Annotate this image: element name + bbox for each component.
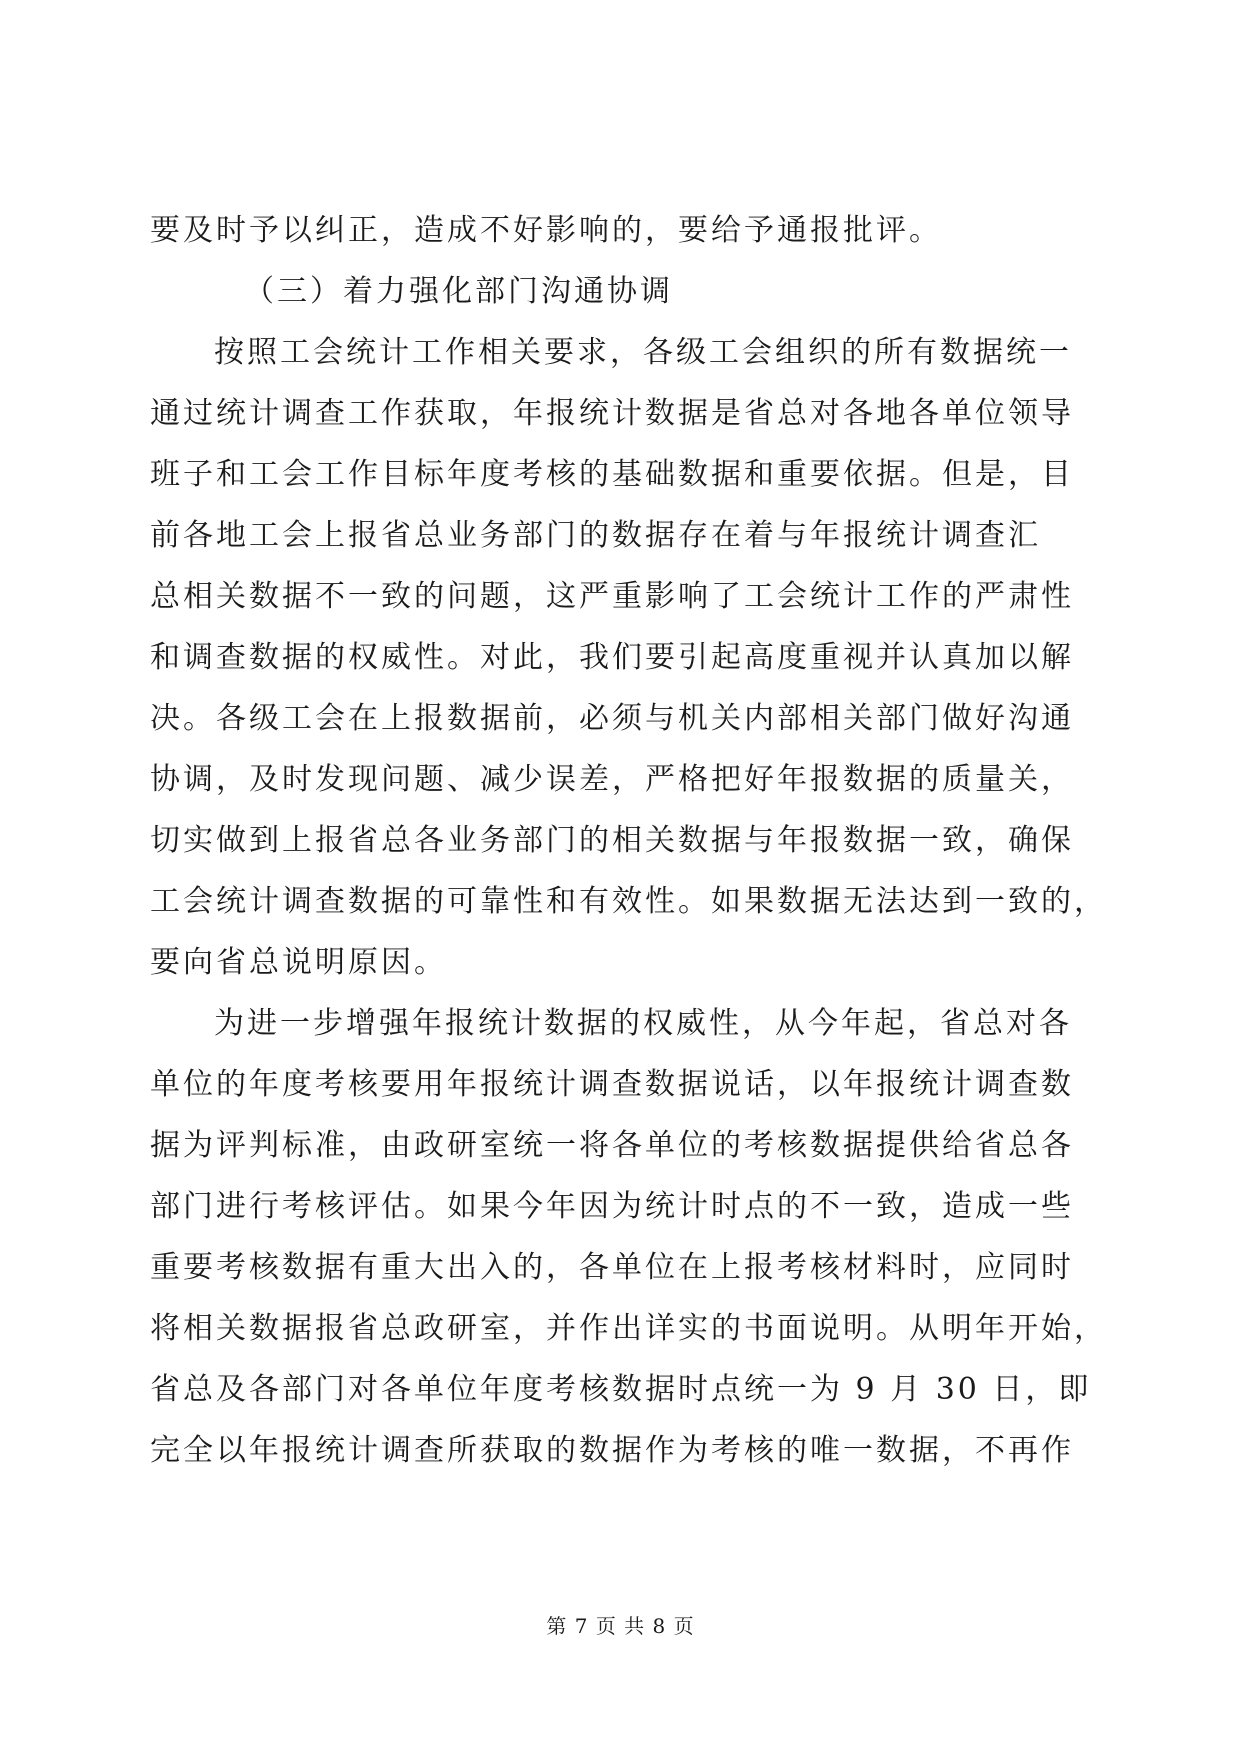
text-line: 工会统计调查数据的可靠性和有效性。如果数据无法达到一致的， (150, 884, 1107, 919)
text-line: 重要考核数据有重大出入的，各单位在上报考核材料时，应同时 (150, 1250, 1074, 1285)
text-line: 省总及各部门对各单位年度考核数据时点统一为 9 月 30 日，即 (150, 1372, 1092, 1407)
text-line: 总相关数据不一致的问题，这严重影响了工会统计工作的严肃性 (150, 579, 1074, 614)
page-number-footer: 第 7 页 共 8 页 (546, 1614, 695, 1638)
text-line: 和调查数据的权威性。对此，我们要引起高度重视并认真加以解 (150, 640, 1074, 675)
document-body (150, 200, 1107, 1481)
text-line: 协调，及时发现问题、减少误差，严格把好年报数据的质量关， (150, 762, 1074, 797)
text-line: 单位的年度考核要用年报统计调查数据说话，以年报统计调查数 (150, 1067, 1074, 1102)
text-line: 要及时予以纠正，造成不好影响的，要给予通报批评。 (150, 213, 942, 248)
text-line: 据为评判标准，由政研室统一将各单位的考核数据提供给省总各 (150, 1128, 1074, 1163)
text-line: 班子和工会工作目标年度考核的基础数据和重要依据。但是，目 (150, 457, 1074, 492)
text-line: 前各地工会上报省总业务部门的数据存在着与年报统计调查汇 (150, 518, 1041, 553)
text-line: 要向省总说明原因。 (150, 945, 447, 980)
text-line: 将相关数据报省总政研室，并作出详实的书面说明。从明年开始， (150, 1311, 1107, 1346)
text-line: 决。各级工会在上报数据前，必须与机关内部相关部门做好沟通 (150, 701, 1074, 736)
text-line: 部门进行考核评估。如果今年因为统计时点的不一致，造成一些 (150, 1189, 1074, 1224)
text-line: 切实做到上报省总各业务部门的相关数据与年报数据一致，确保 (150, 823, 1074, 858)
text-line: 通过统计调查工作获取，年报统计数据是省总对各地各单位领导 (150, 396, 1074, 431)
section-heading: （三）着力强化部门沟通协调 (244, 274, 673, 309)
paragraph-first-line: 按照工会统计工作相关要求，各级工会组织的所有数据统一 (214, 335, 1072, 370)
text-line: 完全以年报统计调查所获取的数据作为考核的唯一数据，不再作 (150, 1433, 1074, 1468)
paragraph-first-line: 为进一步增强年报统计数据的权威性，从今年起，省总对各 (214, 1006, 1072, 1041)
